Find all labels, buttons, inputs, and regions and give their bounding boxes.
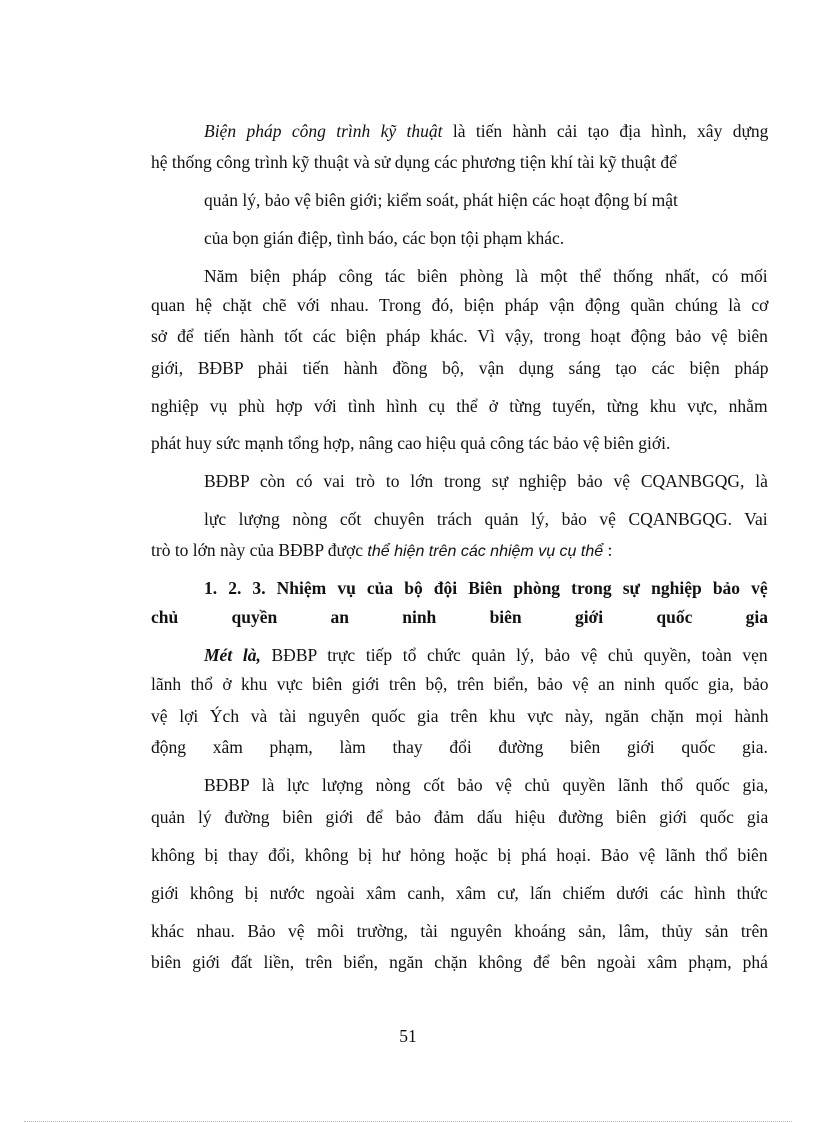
p2-line-3: sở để tiến hành tốt các biện pháp khác. Vì vậy, trong hoạt động bảo vệ biên: [151, 326, 768, 346]
p3-line-3-post: :: [603, 540, 613, 560]
p4-word: xâm: [212, 737, 243, 757]
p5-line-3: không bị thay đổi, không bị hư hỏng hoặc bị phá hoại. Bảo vệ lãnh thổ biên: [151, 845, 768, 865]
section-title-part-1: . Nhiệm vụ của bộ đội Biên phòng trong sự nghiệp bảo vệ: [261, 578, 768, 598]
p4-lead: Mét là,: [204, 645, 261, 665]
p2-line-1: Năm biện pháp công tác biên phòng là một thể thống nhất, có mối: [204, 266, 768, 286]
p2-line-5: nghiệp vụ phù hợp với tình hình cụ thể ở từng tuyến, từng khu vực, nhằm: [151, 396, 768, 416]
p4-line-2: lãnh thổ ở khu vực biên giới trên bộ, trên biển, bảo vệ an ninh quốc gia, bảo: [151, 674, 769, 694]
p4-word: giới: [626, 737, 655, 757]
p1-line-1-rest: là tiến hành cải tạo địa hình, xây dựng: [442, 121, 769, 141]
p4-word: gia.: [742, 737, 768, 757]
p2-line-2: quan hệ chặt chẽ với nhau. Trong đó, biện pháp vận động quần chúng là cơ: [151, 295, 769, 315]
p4-line-1-rest: BĐBP trực tiếp tổ chức quản lý, bảo vệ chủ quyền, toàn vẹn: [260, 645, 768, 665]
p1-line-3: quản lý, bảo vệ biên giới; kiểm soát, phát hiện các hoạt động bí mật: [204, 190, 678, 210]
p1-line-4: của bọn gián điệp, tình báo, các bọn tội phạm khác.: [204, 228, 565, 248]
p5-line-1: BĐBP là lực lượng nòng cốt bảo vệ chủ quyền lãnh thổ quốc gia,: [204, 775, 769, 795]
p4-word: quốc: [681, 737, 716, 757]
p4-word: thay: [392, 737, 423, 757]
p4-word: đổi: [449, 737, 472, 757]
p5-line-4: giới không bị nước ngoài xâm canh, xâm cư, lấn chiếm dưới các hình thức: [151, 883, 768, 903]
page-bottom-divider: [24, 1121, 792, 1122]
p3-line-3-pre: trò to lớn này của BĐBP được: [151, 540, 368, 560]
p4-word: động: [151, 737, 186, 757]
page-number: 51: [399, 1026, 417, 1046]
heading-word: ninh: [402, 607, 437, 627]
p1-italic-term: Biện pháp công trình kỹ thuật: [204, 121, 443, 141]
p4-word: làm: [339, 737, 366, 757]
p4-word: phạm,: [269, 737, 313, 757]
heading-word: gia: [745, 607, 768, 627]
p2-line-6: phát huy sức mạnh tổng hợp, nâng cao hiệu quả công tác bảo vệ biên giới.: [151, 433, 671, 453]
section-number: 1. 2. 3: [204, 578, 262, 598]
p5-line-2: quản lý đường biên giới để bảo đảm dấu hiệu đường biên giới quốc gia: [151, 807, 769, 827]
p4-word: biên: [570, 737, 601, 757]
heading-word: an: [330, 607, 349, 627]
p4-line-3: vệ lợi Ých và tài nguyên quốc gia trên khu vực này, ngăn chặn mọi hành: [151, 706, 769, 726]
heading-word: quốc: [656, 607, 693, 627]
heading-word: biên: [489, 607, 522, 627]
heading-word: chủ: [151, 607, 179, 627]
p2-line-4: giới, BĐBP phải tiến hành đồng bộ, vận dụng sáng tạo các biện pháp: [151, 358, 769, 378]
section-heading-line-2: [151, 606, 768, 628]
p5-line-6: biên giới đất liền, trên biển, ngăn chặn không để bên ngoài xâm phạm, phá: [151, 952, 768, 972]
section-heading-line-1: [204, 577, 768, 599]
p1-line-2: hệ thống công trình kỹ thuật và sử dụng các phương tiện khí tài kỹ thuật để: [151, 152, 677, 172]
p1-line-1: [204, 120, 768, 142]
heading-word: giới: [574, 607, 604, 627]
p3-line-3: [151, 539, 612, 563]
p4-word: đường: [498, 737, 544, 757]
p3-italic-phrase: thể hiện trên các nhiệm vụ cụ thể: [367, 543, 604, 560]
p3-line-1: BĐBP còn có vai trò to lớn trong sự nghiệp bảo vệ CQANBGQG, là: [204, 471, 768, 491]
p3-line-2: lực lượng nòng cốt chuyên trách quản lý, bảo vệ CQANBGQG. Vai: [204, 509, 768, 529]
heading-word: quyền: [231, 607, 278, 627]
p4-line-1: [204, 644, 768, 666]
p4-line-4: [151, 736, 768, 758]
p5-line-5: khác nhau. Bảo vệ môi trường, tài nguyên khoáng sản, lâm, thủy sản trên: [151, 921, 769, 941]
